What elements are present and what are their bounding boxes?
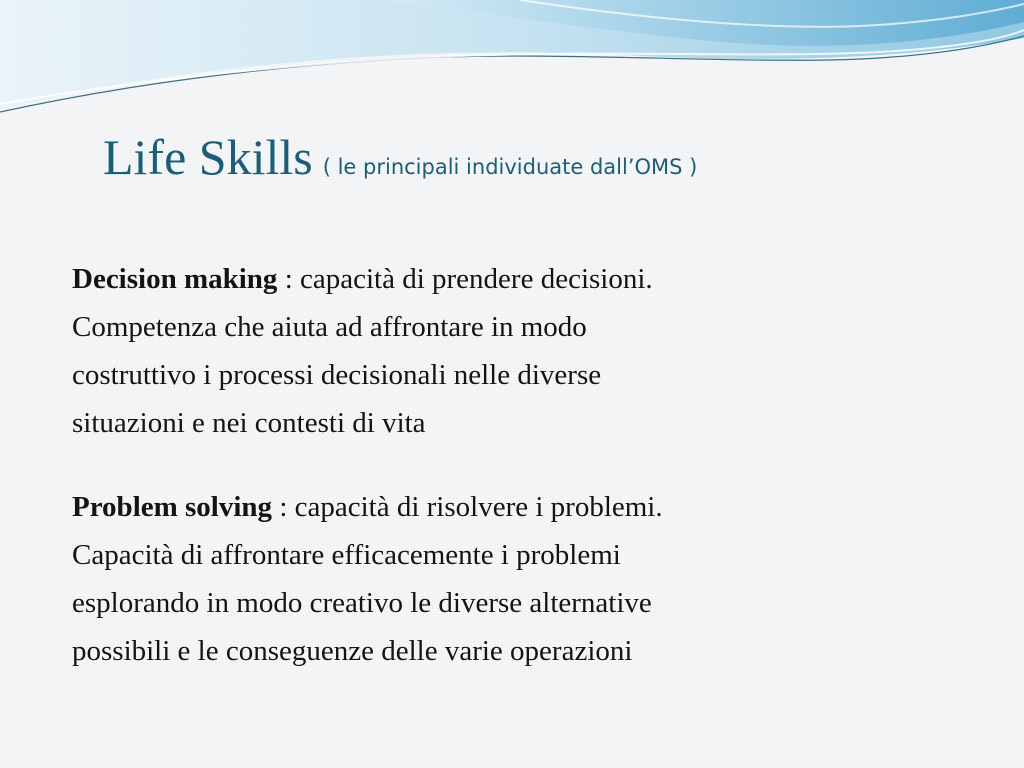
title-main: Life Skills (103, 129, 313, 185)
definition-line: capacità di risolvere i problemi. (294, 491, 663, 523)
header-wave-decoration (0, 0, 1024, 125)
definition-line: capacità di prendere decisioni. (300, 263, 653, 295)
definition-line: possibili e le conseguenze delle varie operazioni (72, 635, 633, 667)
separator: : (272, 491, 295, 523)
problem-solving-paragraph (72, 483, 952, 675)
term-decision-making: Decision making (72, 263, 278, 295)
definition-line: situazioni e nei contesti di vita (72, 407, 426, 439)
title-subtitle: ( le principali individuate dall’OMS ) (322, 155, 698, 179)
definition-line: Capacità di affrontare efficacemente i problemi (72, 539, 621, 571)
separator: : (277, 263, 300, 295)
slide-body (72, 255, 952, 675)
decision-making-paragraph (72, 255, 952, 447)
slide-title (103, 128, 697, 186)
definition-line: Competenza che aiuta ad affrontare in modo (72, 311, 587, 343)
term-problem-solving: Problem solving (72, 491, 273, 523)
definition-line: esplorando in modo creativo le diverse alternative (72, 587, 652, 619)
definition-line: costruttivo i processi decisionali nelle diverse (72, 359, 602, 391)
